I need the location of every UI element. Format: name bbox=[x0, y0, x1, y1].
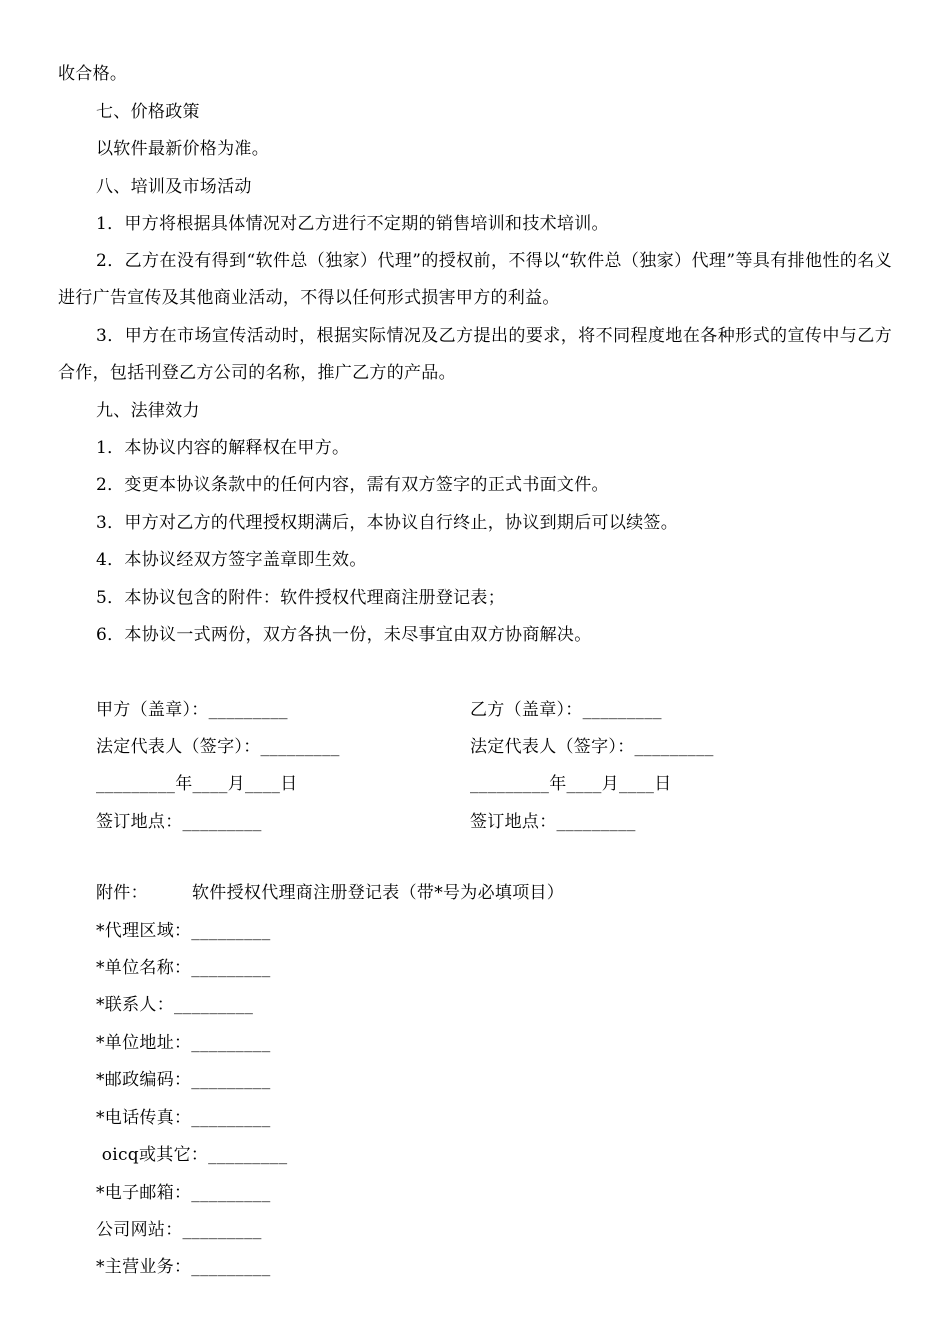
form-field-website: 公司网站：_________ bbox=[96, 1220, 262, 1240]
clause-item: 1．甲方将根据具体情况对乙方进行不定期的销售培训和技术培训。 bbox=[96, 214, 609, 234]
section-heading-legal-effect: 九、法律效力 bbox=[96, 401, 200, 421]
party-b-representative-field: 法定代表人（签字）：_________ bbox=[470, 737, 714, 757]
party-a-seal-field: 甲方（盖章）：_________ bbox=[96, 700, 288, 720]
section-heading-price-policy: 七、价格政策 bbox=[96, 102, 200, 122]
form-field-contact-person: *联系人：_________ bbox=[96, 995, 254, 1015]
text-line: 以软件最新价格为准。 bbox=[96, 139, 269, 159]
clause-paragraph: 3．甲方在市场宣传活动时，根据实际情况及乙方提出的要求，将不同程度地在各种形式的宣传中与乙方合作，包括刊登乙方公司的名称，推广乙方的产品。 bbox=[58, 326, 892, 383]
party-a-place-field: 签订地点：_________ bbox=[96, 812, 262, 832]
clause-item: 3．甲方对乙方的代理授权期满后，本协议自行终止，协议到期后可以续签。 bbox=[96, 513, 679, 533]
form-field-postal-code: *邮政编码：_________ bbox=[96, 1070, 271, 1090]
form-field-agency-region: *代理区域：_________ bbox=[96, 921, 271, 941]
appendix-title: 软件授权代理商注册登记表（带*号为必填项目） bbox=[192, 883, 565, 903]
form-field-phone-fax: *电话传真：_________ bbox=[96, 1108, 271, 1128]
clause-paragraph: 2．乙方在没有得到“软件总（独家）代理”的授权前，不得以“软件总（独家）代理”等具有排他性的名义进行广告宣传及其他商业活动，不得以任何形式损害甲方的利益。 bbox=[58, 251, 892, 308]
form-field-company-address: *单位地址：_________ bbox=[96, 1033, 271, 1053]
party-b-seal-field: 乙方（盖章）：_________ bbox=[470, 700, 662, 720]
form-field-company-name: *单位名称：_________ bbox=[96, 958, 271, 978]
clause-item: 5．本协议包含的附件：软件授权代理商注册登记表； bbox=[96, 588, 506, 608]
appendix-label: 附件： bbox=[96, 883, 148, 903]
clause-item: 1．本协议内容的解释权在甲方。 bbox=[96, 438, 350, 458]
clause-item: 4．本协议经双方签字盖章即生效。 bbox=[96, 550, 367, 570]
party-b-place-field: 签订地点：_________ bbox=[470, 812, 636, 832]
clause-item: 6．本协议一式两份，双方各执一份，未尽事宜由双方协商解决。 bbox=[96, 625, 592, 645]
form-field-oicq-other: oicq或其它：_________ bbox=[96, 1145, 288, 1165]
party-a-representative-field: 法定代表人（签字）：_________ bbox=[96, 737, 340, 757]
clause-item: 2．变更本协议条款中的任何内容，需有双方签字的正式书面文件。 bbox=[96, 475, 609, 495]
party-a-date-field: _________年____月____日 bbox=[96, 774, 298, 794]
form-field-main-business: *主营业务：_________ bbox=[96, 1257, 271, 1277]
section-heading-training: 八、培训及市场活动 bbox=[96, 177, 252, 197]
party-b-date-field: _________年____月____日 bbox=[470, 774, 672, 794]
text-line: 收合格。 bbox=[58, 64, 128, 84]
form-field-email: *电子邮箱：_________ bbox=[96, 1183, 271, 1203]
